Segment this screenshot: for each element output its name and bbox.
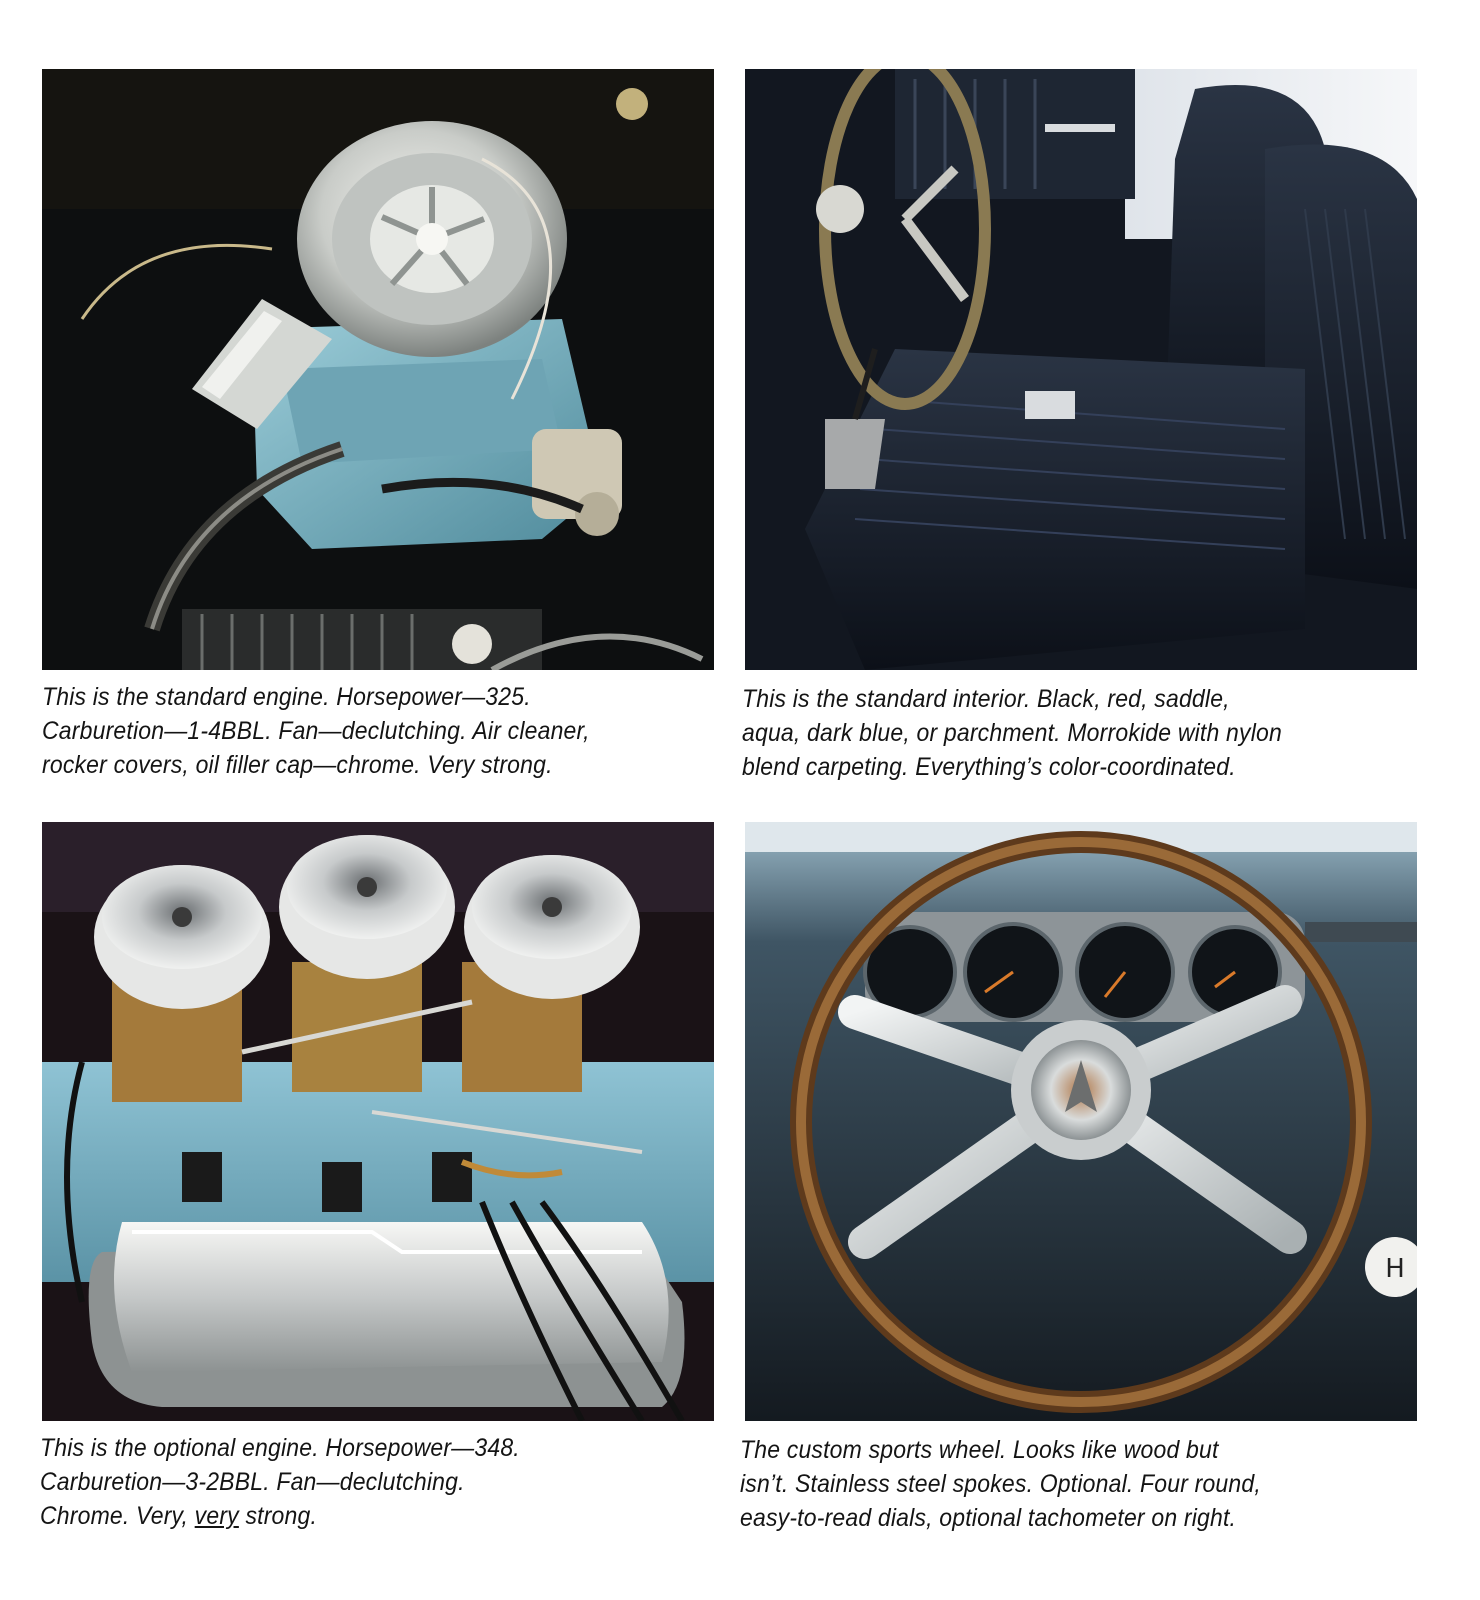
caption-text: Chrome. Very, [40, 1502, 195, 1530]
custom-sports-wheel-caption [740, 1433, 1261, 1535]
standard-interior-caption [742, 682, 1282, 784]
caption-line: isn’t. Stainless steel spokes. Optional. Four round, [740, 1470, 1261, 1498]
shifter-knob-label: H [1385, 1254, 1405, 1284]
caption-line: This is the standard engine. Horsepower—325. [42, 683, 531, 711]
optional-engine-photo [42, 822, 714, 1421]
caption-line: rocker covers, oil filler cap—chrome. Very strong. [42, 751, 553, 779]
caption-line-with-emphasis [40, 1499, 520, 1533]
caption-line: This is the standard interior. Black, red, saddle, [742, 685, 1230, 713]
caption-line: The custom sports wheel. Looks like wood but [740, 1436, 1219, 1464]
caption-line: This is the optional engine. Horsepower—348. [40, 1434, 520, 1462]
caption-line: aqua, dark blue, or parchment. Morrokide with nylon [742, 719, 1282, 747]
caption-line: Carburetion—1-4BBL. Fan—declutching. Air cleaner, [42, 717, 590, 745]
caption-text: strong. [238, 1502, 318, 1530]
custom-sports-wheel-photo [745, 822, 1417, 1421]
standard-engine-photo [42, 69, 714, 670]
standard-interior-photo [745, 69, 1417, 670]
caption-line: blend carpeting. Everything’s color-coordinated. [742, 753, 1236, 781]
caption-line: Carburetion—3-2BBL. Fan—declutching. [40, 1468, 465, 1496]
caption-line: easy-to-read dials, optional tachometer on right. [740, 1504, 1237, 1532]
underlined-emphasis: very [194, 1502, 239, 1530]
standard-engine-caption [42, 680, 590, 782]
optional-engine-caption [40, 1431, 520, 1533]
